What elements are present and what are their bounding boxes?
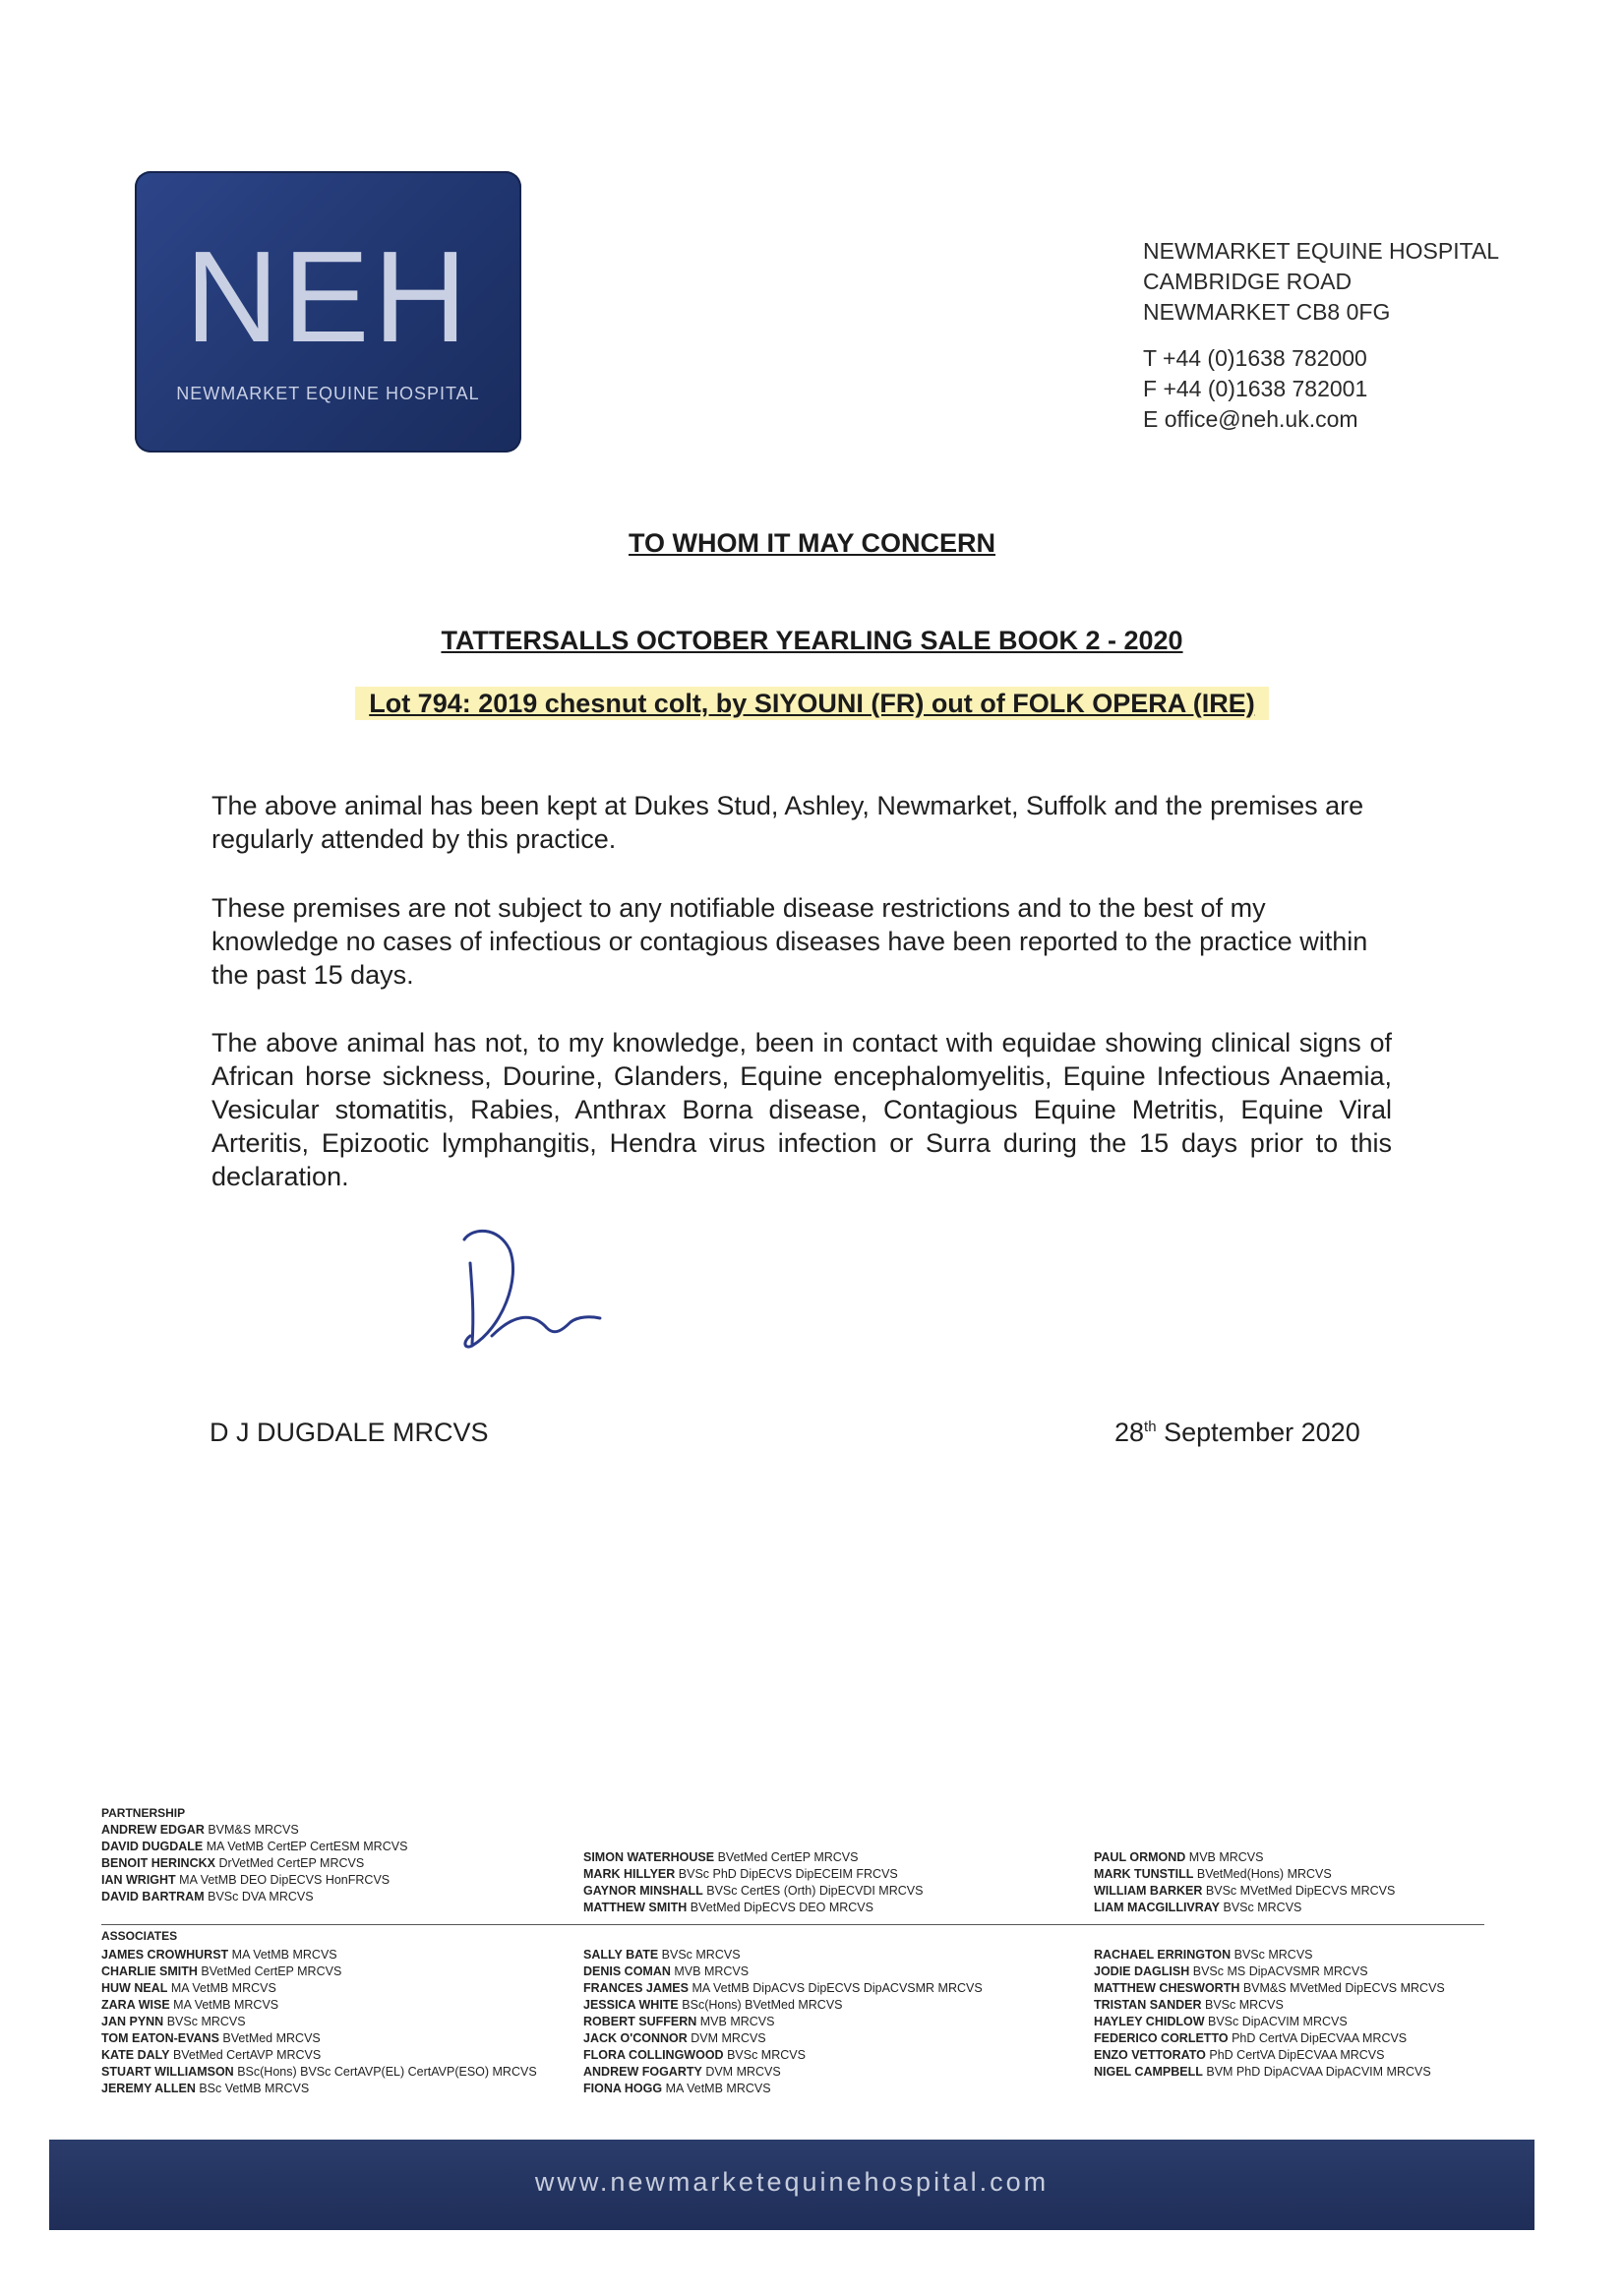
staff-entry: JEREMY ALLEN BSc VetMB MRCVS <box>101 2082 310 2095</box>
hospital-logo <box>135 171 521 453</box>
staff-entry: HAYLEY CHIDLOW BVSc DipACVIM MRCVS <box>1094 2015 1348 2028</box>
staff-entry: JAN PYNN BVSc MRCVS <box>101 2015 246 2028</box>
partners-column-1 <box>101 1822 407 1905</box>
staff-entry: STUART WILLIAMSON BSc(Hons) BVSc CertAVP(EL) CertAVP(ESO) MRCVS <box>101 2065 537 2079</box>
staff-entry: KATE DALY BVetMed CertAVP MRCVS <box>101 2048 322 2062</box>
staff-entry: MARK HILLYER BVSc PhD DipECVS DipECEIM FRCVS <box>583 1867 898 1881</box>
associates-label: ASSOCIATES <box>101 1929 178 1943</box>
staff-entry: JAMES CROWHURST MA VetMB MRCVS <box>101 1948 337 1962</box>
website-url: www.newmarketequinehospital.com <box>534 2167 1050 2197</box>
staff-entry: CHARLIE SMITH BVetMed CertEP MRCVS <box>101 1964 342 1978</box>
lot-heading-row <box>0 689 1624 719</box>
handwritten-signature <box>452 1220 630 1358</box>
staff-entry: WILLIAM BARKER BVSc MVetMed DipECVS MRCVS <box>1094 1884 1396 1898</box>
body-paragraph: The above animal has been kept at Dukes Stud, Ashley, Newmarket, Suffolk and the premises are regularly attended by this practice. <box>211 791 1364 854</box>
staff-entry: BENOIT HERINCKX DrVetMed CertEP MRCVS <box>101 1856 365 1870</box>
sale-heading: TATTERSALLS OCTOBER YEARLING SALE BOOK 2 - 2020 <box>441 626 1183 655</box>
staff-entry: ANDREW EDGAR BVM&S MRCVS <box>101 1823 299 1837</box>
letter-date <box>1114 1418 1360 1448</box>
email-address: E office@neh.uk.com <box>1143 406 1358 432</box>
staff-entry: NIGEL CAMPBELL BVM PhD DipACVAA DipACVIM MRCVS <box>1094 2065 1431 2079</box>
staff-entry: RACHAEL ERRINGTON BVSc MRCVS <box>1094 1948 1313 1962</box>
fax-number: F +44 (0)1638 782001 <box>1143 376 1368 401</box>
staff-entry: PAUL ORMOND MVB MRCVS <box>1094 1850 1264 1864</box>
staff-entry: MATTHEW SMITH BVetMed DipECVS DEO MRCVS <box>583 1901 873 1914</box>
address-line: NEWMARKET EQUINE HOSPITAL <box>1143 238 1500 264</box>
staff-entry: FIONA HOGG MA VetMB MRCVS <box>583 2082 771 2095</box>
associates-column-3 <box>1094 1947 1445 2081</box>
phone-number: T +44 (0)1638 782000 <box>1143 345 1367 371</box>
staff-entry: FLORA COLLINGWOOD BVSc MRCVS <box>583 2048 806 2062</box>
partnership-label: PARTNERSHIP <box>101 1806 186 1820</box>
staff-entry: SIMON WATERHOUSE BVetMed CertEP MRCVS <box>583 1850 859 1864</box>
signatory-name: D J DUGDALE MRCVS <box>210 1418 489 1447</box>
staff-entry: TOM EATON-EVANS BVetMed MRCVS <box>101 2031 321 2045</box>
staff-entry: TRISTAN SANDER BVSc MRCVS <box>1094 1998 1284 2012</box>
lot-heading: Lot 794: 2019 chesnut colt, by SIYOUNI (FR) out of FOLK OPERA (IRE) <box>355 687 1269 720</box>
logo-name: NEWMARKET EQUINE HOSPITAL <box>176 384 480 403</box>
staff-entry: JACK O'CONNOR DVM MRCVS <box>583 2031 766 2045</box>
salutation-heading: TO WHOM IT MAY CONCERN <box>628 528 996 558</box>
partners-column-2 <box>583 1849 923 1916</box>
partners-column-3 <box>1094 1849 1395 1916</box>
staff-entry: ROBERT SUFFERN MVB MRCVS <box>583 2015 775 2028</box>
staff-entry: DAVID DUGDALE MA VetMB CertEP CertESM MRCVS <box>101 1840 408 1853</box>
staff-entry: ANDREW FOGARTY DVM MRCVS <box>583 2065 781 2079</box>
staff-entry: JODIE DAGLISH BVSc MS DipACVSMR MRCVS <box>1094 1964 1368 1978</box>
staff-entry: GAYNOR MINSHALL BVSc CertES (Orth) DipECVDI MRCVS <box>583 1884 924 1898</box>
staff-entry: JESSICA WHITE BSc(Hons) BVetMed MRCVS <box>583 1998 843 2012</box>
address-block <box>1143 236 1605 435</box>
body-paragraph: The above animal has not, to my knowledge, been in contact with equidae showing clinical signs of African horse sickness, Dourine, Glanders, Equine encephalomyelitis, Equine Infectious Anaemia, Vesicular stomatitis, Rabies, Anthrax Borna disease, Contagious Equine Metritis, Equine Viral Arteritis, Epizootic lymphangitis, Hendra virus infection or Surra during the 15 days prior to this declaration. <box>211 1028 1392 1191</box>
staff-entry: FRANCES JAMES MA VetMB DipACVS DipECVS DipACVSMR MRCVS <box>583 1981 983 1995</box>
logo-mark: NEH <box>185 224 471 369</box>
staff-entry: MARK TUNSTILL BVetMed(Hons) MRCVS <box>1094 1867 1332 1881</box>
date-month-year: September 2020 <box>1164 1418 1360 1447</box>
address-line: CAMBRIDGE ROAD <box>1143 269 1353 294</box>
staff-entry: ENZO VETTORATO PhD CertVA DipECVAA MRCVS <box>1094 2048 1385 2062</box>
date-suffix: th <box>1144 1419 1157 1435</box>
address-line: NEWMARKET CB8 0FG <box>1143 299 1391 325</box>
associates-column-1 <box>101 1947 537 2097</box>
staff-entry: FEDERICO CORLETTO PhD CertVA DipECVAA MRCVS <box>1094 2031 1408 2045</box>
date-day: 28 <box>1114 1418 1145 1447</box>
associates-column-2 <box>583 1947 983 2097</box>
body-paragraph: These premises are not subject to any notifiable disease restrictions and to the best of my knowledge no cases of infectious or contagious diseases have been reported to the practice within the past 15 days. <box>211 893 1368 990</box>
staff-entry: DAVID BARTRAM BVSc DVA MRCVS <box>101 1890 314 1903</box>
staff-entry: DENIS COMAN MVB MRCVS <box>583 1964 750 1978</box>
staff-entry: SALLY BATE BVSc MRCVS <box>583 1948 741 1962</box>
staff-entry: LIAM MACGILLIVRAY BVSc MRCVS <box>1094 1901 1302 1914</box>
staff-entry: IAN WRIGHT MA VetMB DEO DipECVS HonFRCVS <box>101 1873 391 1887</box>
staff-entry: HUW NEAL MA VetMB MRCVS <box>101 1981 276 1995</box>
staff-entry: MATTHEW CHESWORTH BVM&S MVetMed DipECVS MRCVS <box>1094 1981 1445 1995</box>
section-divider <box>101 1924 1484 1925</box>
staff-entry: ZARA WISE MA VetMB MRCVS <box>101 1998 279 2012</box>
